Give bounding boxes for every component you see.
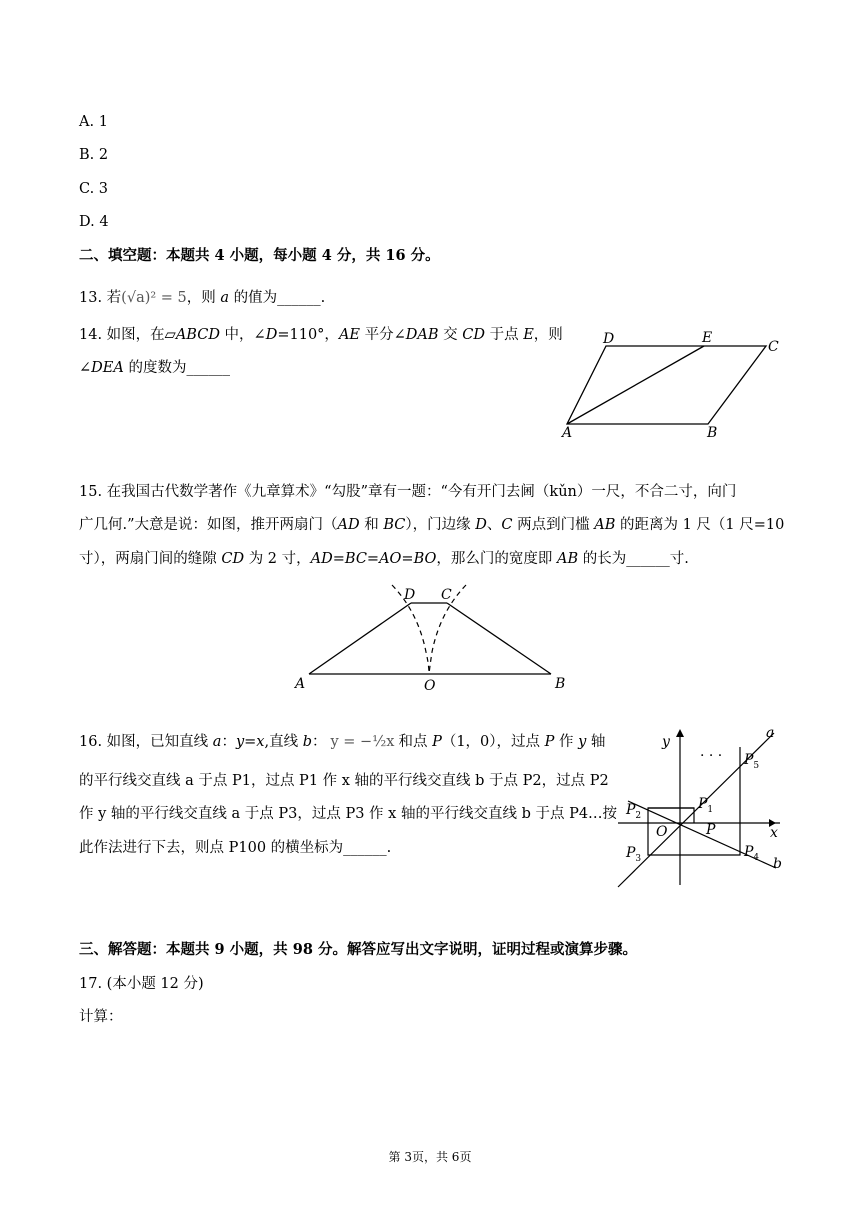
door-label-b: B xyxy=(555,676,566,692)
question-16-line-2: 的平行线交直线 a 于点 P1，过点 P1 作 x 轴的平行线交直线 b 于点 P2，过点 P2 xyxy=(79,773,609,789)
door-label-d: D xyxy=(404,587,416,603)
section-title-fill-in: 二、填空题：本题共 4 小题，每小题 4 分，共 16 分。 xyxy=(79,247,440,264)
q16-formula: y = −½x xyxy=(330,734,395,750)
point-p4-label: $P_4$ xyxy=(744,844,760,863)
line-label-b: b xyxy=(773,856,782,872)
page-footer: 第 3页，共 6页 xyxy=(388,1150,472,1164)
question-17-header: 17. (本小题 12 分) xyxy=(79,976,204,992)
section-title-answers: 三、解答题：本题共 9 小题，共 98 分。解答应写出文字说明，证明过程或演算步骤。 xyxy=(79,941,637,958)
q13-formula: (√a)² = 5 xyxy=(121,290,187,306)
door-label-a: A xyxy=(295,676,306,692)
option-b: B. 2 xyxy=(79,147,109,163)
line-label-a: a xyxy=(766,725,775,741)
point-p2-label: $P_2$ xyxy=(626,802,642,821)
point-p-label: P xyxy=(706,822,716,838)
door-label-o: O xyxy=(424,678,436,694)
point-p1-label: $P_1$ xyxy=(698,796,714,815)
question-16-line-4: 此作法进行下去，则点 P100 的横坐标为______. xyxy=(79,840,392,856)
point-p5-label: $P_5$ xyxy=(744,752,760,771)
label-a: A xyxy=(562,425,573,441)
label-d: D xyxy=(603,331,615,347)
question-15-line-1: 15. 在我国古代数学著作《九章算术》“勾股”章有一题：“今有开门去阃（kǔn）一尺，不合二寸，向门 xyxy=(79,484,737,500)
question-14-line-2: ∠DEA 的度数为______ xyxy=(79,360,230,376)
question-16-line-3: 作 y 轴的平行线交直线 a 于点 P3，过点 P3 作 x 轴的平行线交直线 b 于点 P4…按 xyxy=(79,806,618,822)
question-16-line-1: 16. 如图，已知直线 a：y=x,直线 b： y = −½x 和点 P（1，0），过点 P 作 y 轴 xyxy=(79,734,606,750)
continuation-dots: · · · xyxy=(700,748,723,764)
label-e: E xyxy=(702,330,713,346)
option-d: D. 4 xyxy=(79,214,109,230)
point-p3-label: $P_3$ xyxy=(626,845,642,864)
question-15-line-3: 寸），两扇门间的缝隙 CD 为 2 寸，AD=BC=AO=BO，那么门的宽度即 AB 的长为______寸. xyxy=(79,551,689,567)
axis-label-y: y xyxy=(662,734,670,750)
question-17-body: 计算： xyxy=(79,1009,123,1025)
option-c: C. 3 xyxy=(79,181,109,197)
label-c: C xyxy=(768,339,779,355)
option-a: A. 1 xyxy=(79,114,108,130)
axis-label-x: x xyxy=(770,825,778,841)
door-label-c: C xyxy=(441,587,452,603)
label-b: B xyxy=(707,425,718,441)
question-13: 13. 若(√a)² = 5，则 a 的值为______. xyxy=(79,290,326,306)
question-15-line-2: 广几何.”大意是说：如图，推开两扇门（AD 和 BC），门边缘 D、C 两点到门槛 AB 的距离为 1 尺（1 尺=10 xyxy=(79,517,785,533)
question-14-line-1: 14. 如图，在▱ABCD 中，∠D=110°，AE 平分∠DAB 交 CD 于点 E，则 xyxy=(79,327,563,343)
origin-label: O xyxy=(656,824,668,840)
